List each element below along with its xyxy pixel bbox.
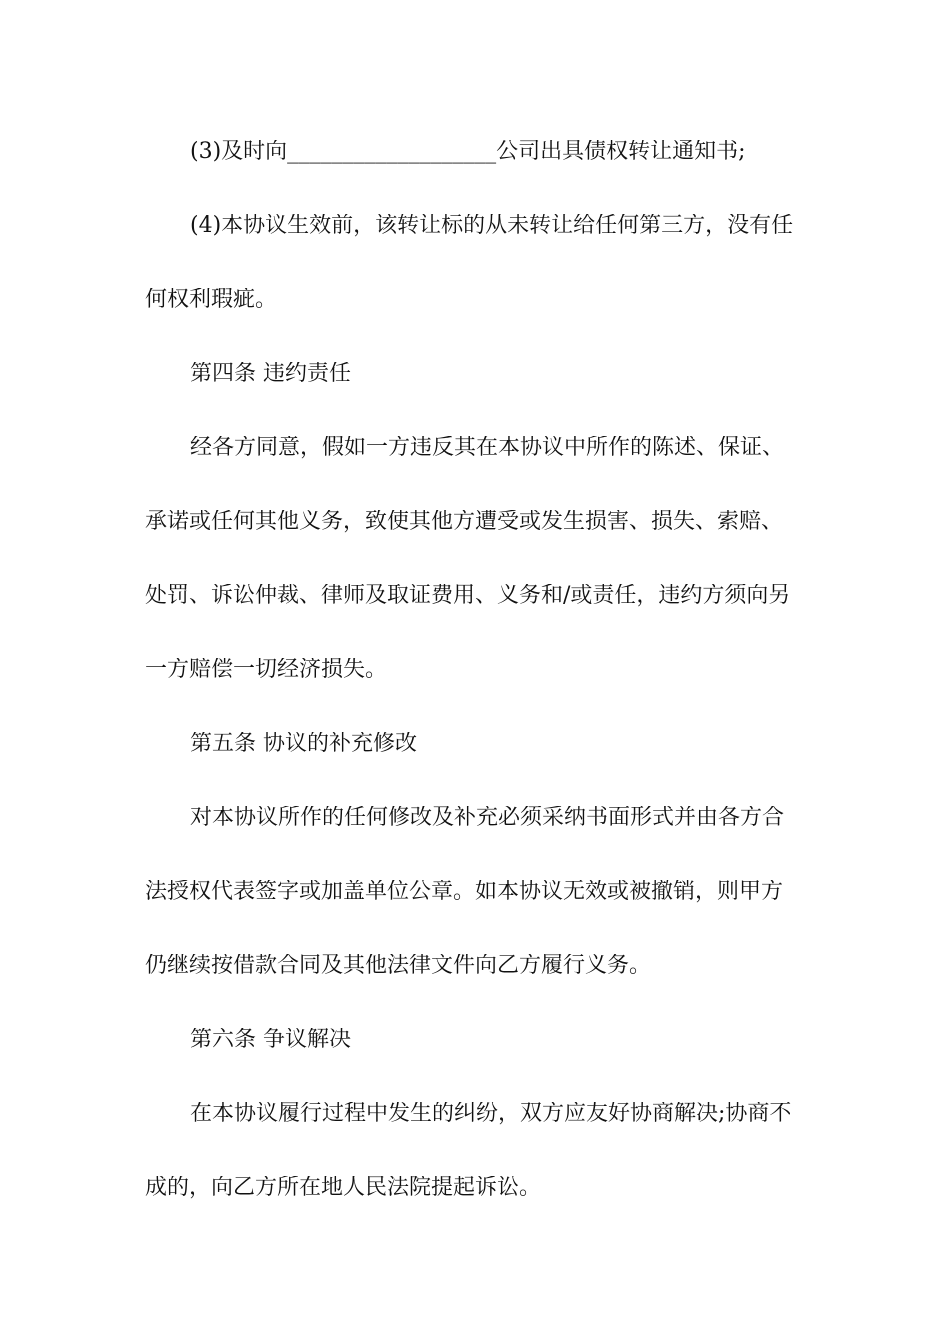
article-4-paragraph-line-3: 处罚、诉讼仲裁、律师及取证费用、义务和/或责任，违约方须向另 <box>145 584 791 608</box>
article-5-paragraph-line-3: 仍继续按借款合同及其他法律文件向乙方履行义务。 <box>145 954 652 978</box>
article-5-heading: 第五条 协议的补充修改 <box>190 732 417 756</box>
article-6-paragraph-line-1: 在本协议履行过程中发生的纠纷，双方应友好协商解决;协商不 <box>190 1102 792 1126</box>
article-4-paragraph-line-1: 经各方同意，假如一方违反其在本协议中所作的陈述、保证、 <box>190 436 785 460</box>
clause-4-line-2: 何权利瑕疵。 <box>145 288 278 312</box>
article-6-paragraph-line-2: 成的，向乙方所在地人民法院提起诉讼。 <box>145 1176 542 1200</box>
article-4-paragraph-line-2: 承诺或任何其他义务，致使其他方遭受或发生损害、损失、索赔、 <box>145 510 784 534</box>
article-5-paragraph-line-2: 法授权代表签字或加盖单位公章。如本协议无效或被撤销，则甲方 <box>145 880 784 904</box>
clause-3-line: (3)及时向___________________公司出具债权转让通知书; <box>190 140 746 164</box>
clause-4-line-1: (4)本协议生效前，该转让标的从未转让给任何第三方，没有任 <box>190 214 794 238</box>
article-5-paragraph-line-1: 对本协议所作的任何修改及补充必须采纳书面形式并由各方合 <box>190 806 785 830</box>
article-4-paragraph-line-4: 一方赔偿一切经济损失。 <box>145 658 388 682</box>
article-6-heading: 第六条 争议解决 <box>190 1028 351 1052</box>
article-4-heading: 第四条 违约责任 <box>190 362 351 386</box>
